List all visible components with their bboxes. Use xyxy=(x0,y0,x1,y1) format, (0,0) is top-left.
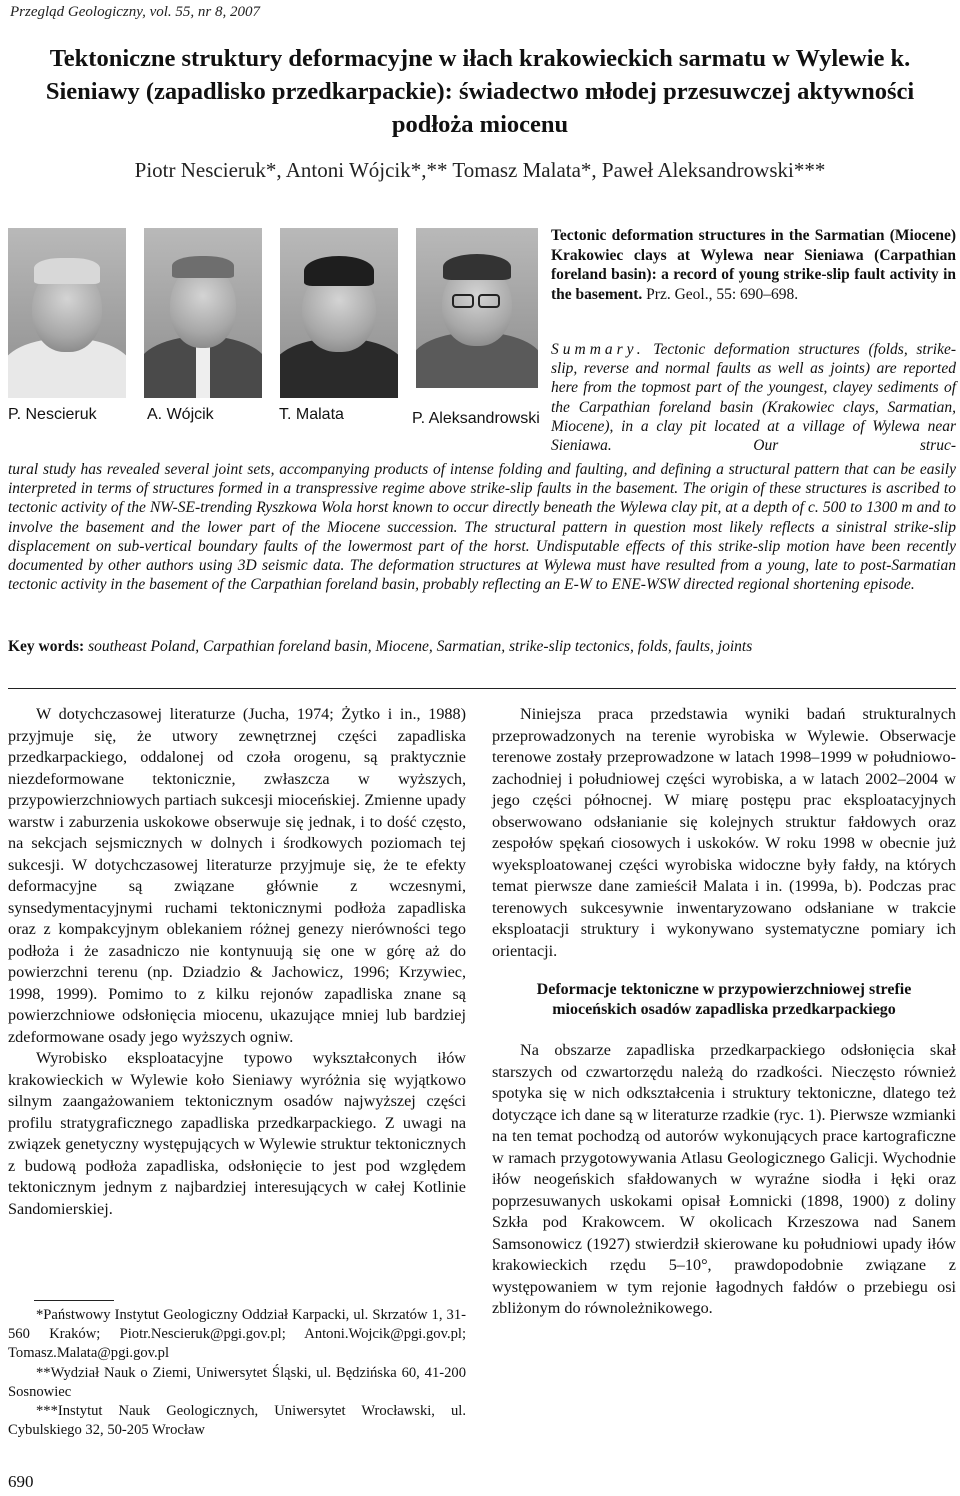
summary-text-2: tural study has revealed several joint sets, accompanying products of intense folding and faulting, and defining a structural pattern that can be easily interpreted in terms of structures formed in a transpressive regime above strike-slip faults in the basement. The origin of these structures is ascribed to tectonic activity of the NW-SE-trending Ryszkowa Wola horst known to occur directly beneath the Wylewa clay pit, at a depth of c. 500 to 1300 m and to involve the basement and the lower part of the Miocene succession. The structural pattern in question most likely reflects a sinistral strike-slip displacement on sub-vertical boundary faults of the lowermost part of the horst. Undisputable effects of this strike-slip motion have been recently documented by other authors using 3D seismic data. The deformation structures at Wylewa must have resulted from a young, late to post-Sarmatian tectonic activity in the basement of the Carpathian foreland basin, probably reflecting an E-W to ENE-WSW directed regional shortening episode. xyxy=(8,461,956,594)
citation: Prz. Geol., 55: 690–698. xyxy=(646,285,799,303)
english-title-citation xyxy=(551,226,956,304)
divider xyxy=(8,688,956,689)
paragraph: Wyrobisko eksploatacyjne typowo wykształconych iłów krakowieckich w Wylewie koło Sieniawy wyróżnia się wyjątkowo silnym zaangażowaniem tektonicznym osadów najwyższej części profilu stratygraficznego zapadliska przedkarpackiego. Z uwagi na związek genetyczny występujących w Wylewie struktur tektonicznych z budową podłoża zapadliska, odsłonięcie to jest pod względem tektonicznym jednym z najbardziej interesujących w całej Kotlinie Sandomierskiej. xyxy=(8,1049,466,1218)
paragraph: W dotychczasowej literaturze (Jucha, 1974; Żytko i in., 1988) przyjmuje się, że utwory zewnętrznej części zapadliska przedkarpackiego, oddalonej od czoła orogenu, są praktycznie niezdeformowane tektonicznie, zwłaszcza w wyższych, przypowierzchniowych partiach sukcesji mioceńskiej. Zmienne upady warstw i zaburzenia uskokowe obserwuje się jednak, i to dość często, na sekcjach sejsmicznych w dolnych i środkowych poziomach tej sukcesji. W dotychczasowej literaturze przyjmuje się, że te efekty deformacyjne są związane głównie z wczesnymi, synsedymentacyjnymi ruchami tektonicznymi podłoża zapadliska oraz z kompakcyjnym oblekaniem różnej genezy nierówności tego podłoża i że zasadniczo nie kontynuują się one w górę aż do powierzchni terenu (np. Dziadzio & Jachowicz, 1996; Krzywiec, 1998, 1999). Pomimo to z kilku rejonów zapadliska znane są powierzchniowe odsłonięcia miocenu, ukazujące mniej lub bardziej zdeformowane osady jego wyższych ogniw. xyxy=(8,705,466,1046)
article-title: Tektoniczne struktury deformacyjne w iłach krakowieckich sarmatu w Wylewie k. Sieniawy (zapadlisko przedkarpackie): świadectwo młodej przesuwczej aktywności podłoża miocenu xyxy=(45,45,915,138)
photo-caption: T. Malata xyxy=(279,406,344,423)
keywords-list: southeast Poland, Carpathian foreland basin, Miocene, Sarmatian, strike-slip tectonics, folds, faults, joints xyxy=(88,638,753,655)
summary-text-1: Tectonic deformation structures (folds, strike-slip, reverse and normal faults as well as joints) are reported here from the topmost part of the youngest, clayey sediments of the Carpathian foreland basin (Krakowiec clays, Sarmatian, Miocene), in a clay pit located at a village of Wylewa near Sieniawa. Our struc- xyxy=(551,341,956,455)
paragraph: Na obszarze zapadliska przedkarpackiego odsłonięcia skał starszych od czwartorzędu należą do rzadkości. Nieczęsto również spotyka się w nich odkształcenia i struktury tektoniczne, dlatego też dotyczące ich dane są w literaturze rzadkie (ryc. 1). Pierwsze wzmianki na ten temat pochodzą od autorów wykonujących prace kartograficzne w ramach przygotowywania Atlasu Geologicznego Galicji. Wychodnie iłów neogeńskich sfałdowanych w wyraźne siodła i łęki oraz poprzesuwanych uskokami opisał Łomnicki (1898, 1900) z doliny Szkła pod Krakowcem. W okolicach Krzeszowa nad Sanem Samsonowicz (1927) stwierdził skierowane ku południowi upady iłów krakowieckich rzędu 5–10°, prawdopodobnie związane z występowaniem w tym rejonie łagodnych fałdów o przebiegu osi zbliżonym do równoleżnikowego. xyxy=(492,1041,956,1317)
author-list: Piotr Nescieruk*, Antoni Wójcik*,** Tomasz Malata*, Paweł Aleksandrowski*** xyxy=(134,158,826,182)
footnote-divider xyxy=(34,1300,114,1301)
english-title: Tectonic deformation structures in the Sarmatian (Miocene) Krakowiec clays at Wylewa near Sieniawa (Carpathian foreland basin): a record of young strike-slip fault activity in the basement. xyxy=(551,227,956,303)
photo-caption: P. Aleksandrowski xyxy=(412,410,540,427)
body-column-right xyxy=(492,704,956,1320)
journal-header: Przegląd Geologiczny, vol. 55, nr 8, 2007 xyxy=(10,4,260,20)
footnotes xyxy=(8,1306,466,1440)
paragraph: Niniejsza praca przedstawia wyniki badań strukturalnych przeprowadzonych na terenie wyrobiska w Wylewie. Obserwacje terenowe zostały przeprowadzone w latach 1998–1999 w południowo-zachodniej i południowej części wyrobiska, a w latach 2002–2004 w jego części północnej. W miarę postępu prac eksploatacyjnych obserwowano odsłanianie się kolejnych struktur fałdowych oraz zespołów spękań ciosowych i uskoków. W roku 1998 w obecnie już wyeksploatowanej części wyrobiska widoczne były fałdy, na których temat pierwsze dane zamieścił Malata i in. (1999a, b). Podczas prac terenowych sukcesywnie inwentaryzowano odsłaniane w trakcie eksploatacji struktury i wykonywano systematyczne pomiary ich orientacji. xyxy=(492,705,956,960)
author-photo-wojcik xyxy=(144,228,262,398)
keywords-label: Key words: xyxy=(8,638,85,655)
footnote: **Wydział Nauk o Ziemi, Uniwersytet Śląski, ul. Będzińska 60, 41-200 Sosnowiec xyxy=(8,1364,466,1400)
body-column-left xyxy=(8,704,466,1220)
page-number: 690 xyxy=(8,1472,34,1491)
section-heading: Deformacje tektoniczne w przypowierzchniowej strefie mioceńskich osadów zapadliska przedkarpackiego xyxy=(536,981,912,1018)
author-photo-malata xyxy=(280,228,398,398)
footnote: *Państwowy Instytut Geologiczny Oddział Karpacki, ul. Skrzatów 1, 31-560 Kraków; Piotr.Nescieruk@pgi.gov.pl; Antoni.Wojcik@pgi.gov.pl; Tomasz.Malata@pgi.gov.pl xyxy=(8,1307,466,1362)
summary-part-1 xyxy=(551,340,956,455)
author-photo-nescieruk xyxy=(8,228,126,398)
footnote: ***Instytut Nauk Geologicznych, Uniwersytet Wrocławski, ul. Cybulskiego 32, 50-205 Wrocław xyxy=(8,1403,466,1439)
photo-caption: P. Nescieruk xyxy=(8,406,97,423)
keywords xyxy=(8,638,956,656)
author-photo-aleksandrowski xyxy=(416,228,538,388)
photo-caption: A. Wójcik xyxy=(147,406,214,423)
summary-label: Summary. xyxy=(551,341,645,358)
